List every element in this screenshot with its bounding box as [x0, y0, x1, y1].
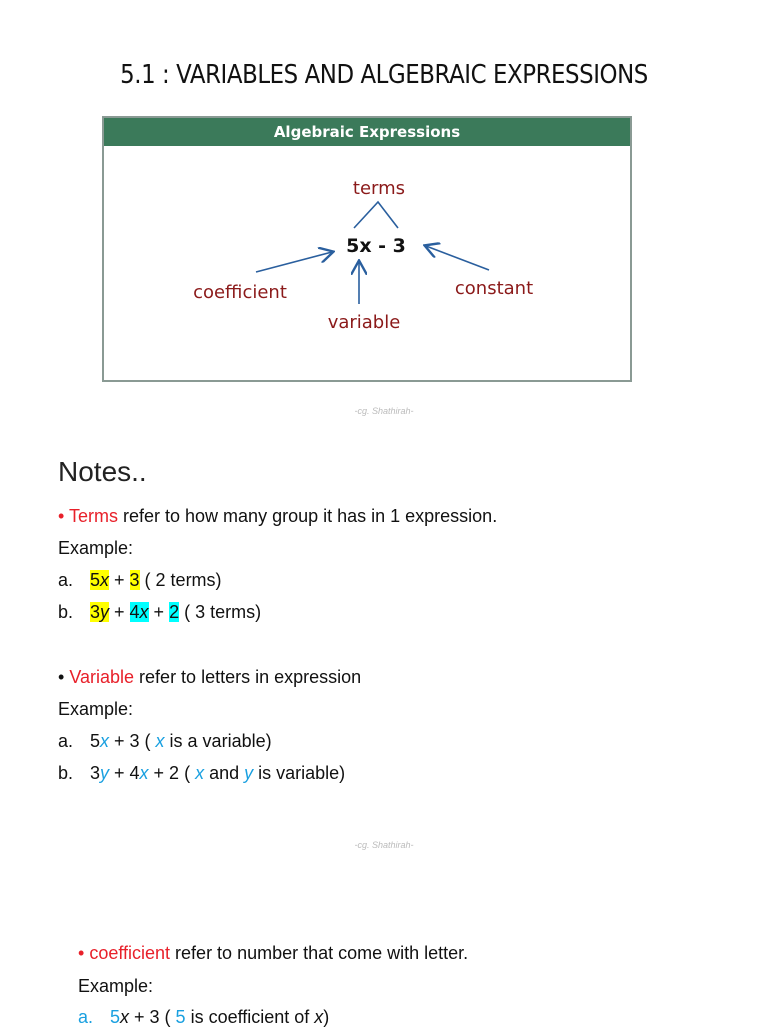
- coefficient-keyword: coefficient: [89, 943, 171, 963]
- terms-example-a: a. 5x + 3 ( 2 terms): [58, 570, 222, 590]
- variable-keyword: Variable: [69, 667, 135, 687]
- coefficient-definition: [78, 943, 468, 964]
- diagram-canvas: [104, 146, 630, 382]
- diagram-header: Algebraic Expressions: [104, 118, 630, 146]
- credit-text: -cg. Shathirah-: [354, 840, 414, 850]
- algebraic-expression-diagram: [102, 116, 632, 382]
- coefficient-arrow: [256, 252, 332, 272]
- terms-keyword: Terms: [69, 506, 118, 526]
- expression-label: 5x - 3: [346, 235, 406, 257]
- terms-example-label: Example:: [58, 538, 134, 558]
- variable-text: refer to letters in expression: [134, 667, 362, 687]
- terms-arrows: [354, 202, 398, 228]
- notes-heading: Notes..: [58, 456, 147, 487]
- bullet: •: [58, 667, 65, 687]
- coefficient-example-a: a. 5x + 3 ( 5 is coefficient of x): [78, 1007, 330, 1027]
- bullet: •: [78, 943, 85, 963]
- credit-text: -cg. Shathirah-: [354, 406, 414, 416]
- variable-example-b: b. 3y + 4x + 2 ( x and y is variable): [58, 763, 346, 783]
- coefficient-label: coefficient: [193, 282, 287, 303]
- coefficient-example-label: Example:: [78, 976, 154, 996]
- constant-arrow: [426, 246, 489, 270]
- coefficient-text: refer to number that come with letter.: [170, 943, 469, 963]
- page-title: 5.1 : VARIABLES AND ALGEBRAIC EXPRESSIONS: [120, 60, 648, 90]
- variable-definition: [58, 667, 361, 688]
- terms-definition: [58, 506, 497, 527]
- constant-label: constant: [454, 278, 534, 299]
- terms-example-b: b. 3y + 4x + 2 ( 3 terms): [58, 602, 262, 622]
- terms-text: refer to how many group it has in 1 expression.: [118, 506, 498, 526]
- variable-label: variable: [327, 312, 401, 333]
- terms-label: terms: [352, 178, 406, 199]
- variable-example-a: a. 5x + 3 ( x is a variable): [58, 731, 272, 751]
- variable-example-label: Example:: [58, 699, 134, 719]
- bullet: •: [58, 506, 65, 526]
